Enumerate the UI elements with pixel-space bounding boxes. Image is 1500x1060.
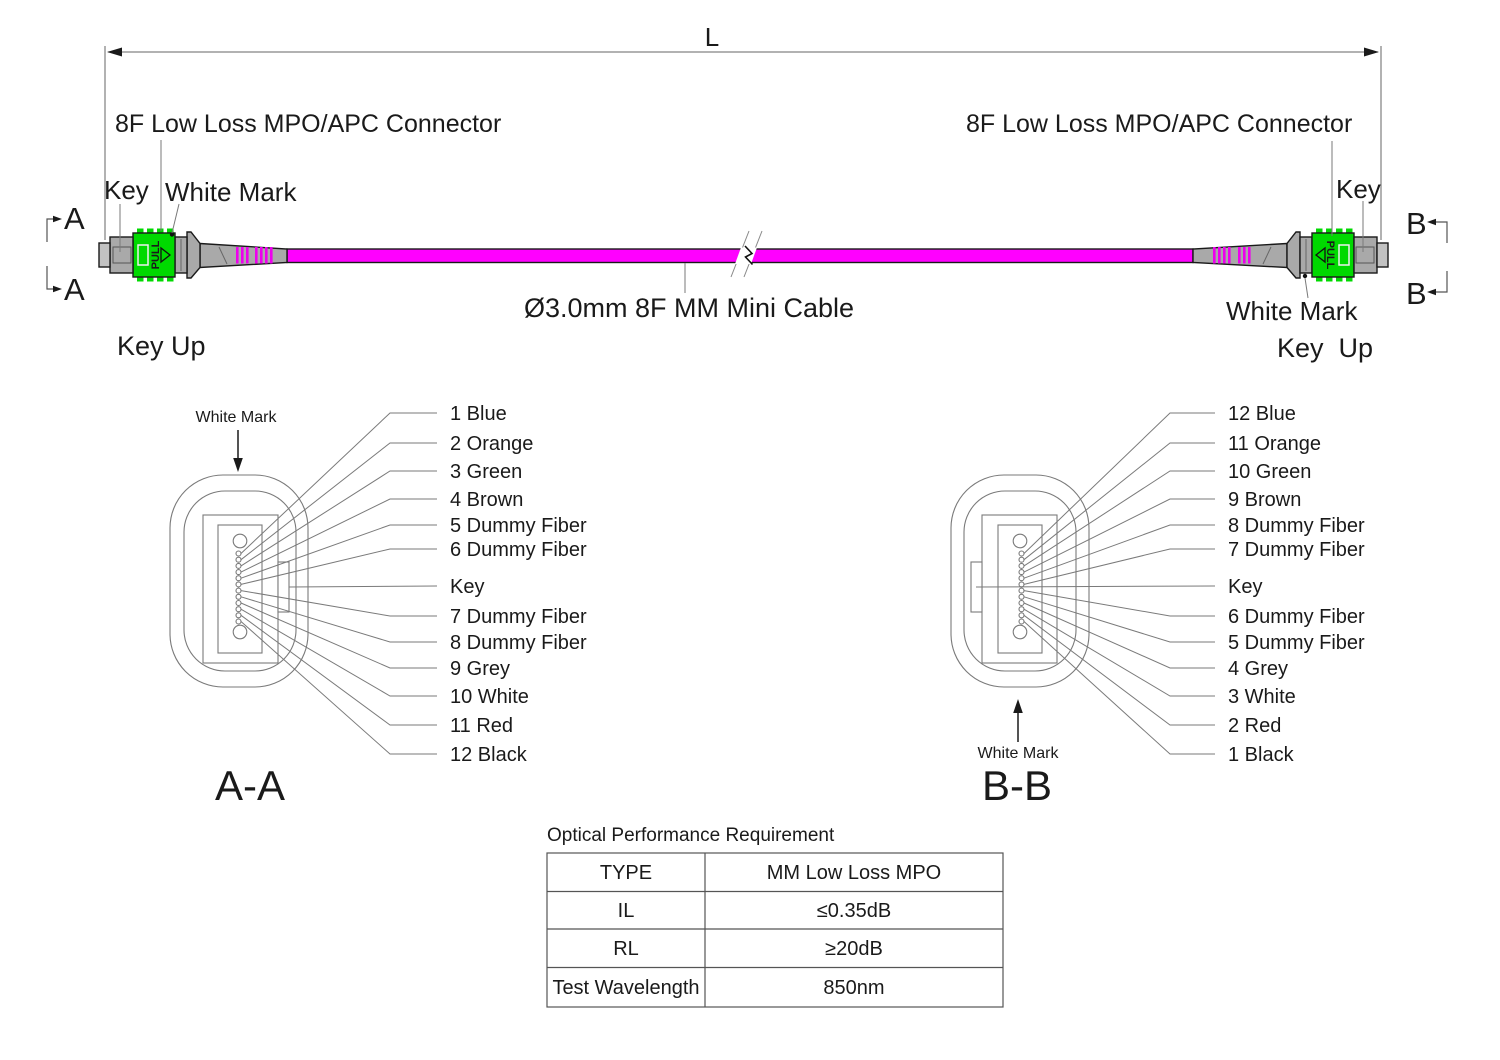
- white-mark-arrow-b: [1013, 699, 1023, 713]
- right-white-mark-dot: [1303, 274, 1307, 278]
- svg-text:11 Orange: 11 Orange: [1228, 433, 1322, 455]
- svg-text:Key: Key: [450, 576, 485, 598]
- svg-text:6 Dummy Fiber: 6 Dummy Fiber: [450, 539, 587, 561]
- svg-text:3 White: 3 White: [1228, 686, 1296, 708]
- section-title-a: A-A: [214, 762, 286, 809]
- right-pull-label: PULL: [1324, 240, 1336, 270]
- svg-text:2 Orange: 2 Orange: [450, 433, 534, 455]
- table-row: [600, 862, 941, 884]
- table-row: [618, 900, 892, 922]
- svg-text:850nm: 850nm: [823, 977, 885, 999]
- svg-text:5 Dummy Fiber: 5 Dummy Fiber: [1228, 632, 1365, 654]
- svg-text:8 Dummy Fiber: 8 Dummy Fiber: [450, 632, 587, 654]
- svg-text:11 Red: 11 Red: [450, 715, 514, 737]
- svg-text:4 Brown: 4 Brown: [450, 489, 524, 511]
- svg-text:4 Grey: 4 Grey: [1228, 658, 1289, 680]
- svg-text:10 Green: 10 Green: [1228, 461, 1312, 483]
- left-key-up-label: Key Up: [117, 331, 206, 361]
- white-mark-arrow-a: [233, 458, 243, 472]
- dim-arrow-left: [107, 48, 122, 57]
- right-key-up-label: Key Up: [1277, 333, 1374, 363]
- svg-text:1 Black: 1 Black: [1228, 744, 1294, 766]
- svg-text:6 Dummy Fiber: 6 Dummy Fiber: [1228, 606, 1365, 628]
- callout-leaders: [120, 140, 1363, 298]
- svg-text:10 White: 10 White: [450, 686, 529, 708]
- svg-text:IL: IL: [617, 900, 635, 922]
- svg-text:MM Low Loss MPO: MM Low Loss MPO: [766, 862, 942, 884]
- end-face-b: [951, 403, 1365, 809]
- svg-text:Key: Key: [1228, 576, 1263, 598]
- end-face-a: [170, 403, 587, 809]
- svg-text:3 Green: 3 Green: [450, 461, 523, 483]
- white-mark-label-a: White Mark: [195, 409, 277, 426]
- right-key-label: Key: [1336, 174, 1381, 204]
- section-marker-a-bottom: A: [64, 272, 85, 307]
- svg-text:1 Blue: 1 Blue: [450, 403, 507, 425]
- right-green-housing: [1312, 229, 1354, 282]
- svg-text:8 Dummy Fiber: 8 Dummy Fiber: [1228, 515, 1365, 537]
- cable-label: Ø3.0mm 8F MM Mini Cable: [524, 293, 855, 323]
- right-flare: [1287, 232, 1300, 278]
- left-mpo-connector: [99, 229, 287, 282]
- svg-text:2 Red: 2 Red: [1228, 715, 1282, 737]
- left-pull-label: PULL: [150, 240, 162, 270]
- dimension-label: L: [704, 22, 720, 52]
- right-connector-label: 8F Low Loss MPO/APC Connector: [966, 110, 1353, 138]
- table-row: [613, 938, 883, 960]
- right-ferrule: [1377, 243, 1388, 267]
- right-mpo-connector: [1193, 229, 1388, 282]
- fiber-labels-b: [1228, 403, 1365, 766]
- performance-table: [547, 825, 1003, 1007]
- fiber-labels-a: [450, 403, 587, 766]
- left-green-housing: [133, 229, 175, 282]
- svg-text:TYPE: TYPE: [599, 862, 653, 884]
- section-marker-b-top: B: [1406, 206, 1427, 241]
- table-title: Optical Performance Requirement: [547, 825, 835, 846]
- table-row: [552, 977, 884, 999]
- left-key-label: Key: [104, 175, 149, 205]
- svg-text:RL: RL: [613, 938, 639, 960]
- svg-text:9 Grey: 9 Grey: [450, 658, 511, 680]
- left-connector-label: 8F Low Loss MPO/APC Connector: [115, 110, 502, 138]
- svg-text:7 Dummy Fiber: 7 Dummy Fiber: [1228, 539, 1365, 561]
- svg-text:12 Black: 12 Black: [450, 744, 527, 766]
- dim-arrow-right: [1364, 48, 1379, 57]
- svg-text:7 Dummy Fiber: 7 Dummy Fiber: [450, 606, 587, 628]
- key-notch-a: [278, 562, 289, 612]
- svg-text:Test Wavelength: Test Wavelength: [552, 977, 700, 999]
- section-marker-a-top: A: [64, 201, 85, 236]
- svg-text:9 Brown: 9 Brown: [1228, 489, 1302, 511]
- left-white-mark-label: White Mark: [165, 177, 297, 207]
- left-ferrule: [99, 243, 110, 267]
- left-flare: [187, 232, 200, 278]
- white-mark-label-b: White Mark: [977, 745, 1059, 762]
- svg-text:12 Blue: 12 Blue: [1228, 403, 1296, 425]
- svg-text:≥20dB: ≥20dB: [825, 938, 883, 960]
- section-title-b: B-B: [981, 762, 1053, 809]
- right-white-mark-label: White Mark: [1226, 296, 1358, 326]
- section-marker-b-bottom: B: [1406, 276, 1427, 311]
- svg-text:5 Dummy Fiber: 5 Dummy Fiber: [450, 515, 587, 537]
- svg-text:≤0.35dB: ≤0.35dB: [816, 900, 892, 922]
